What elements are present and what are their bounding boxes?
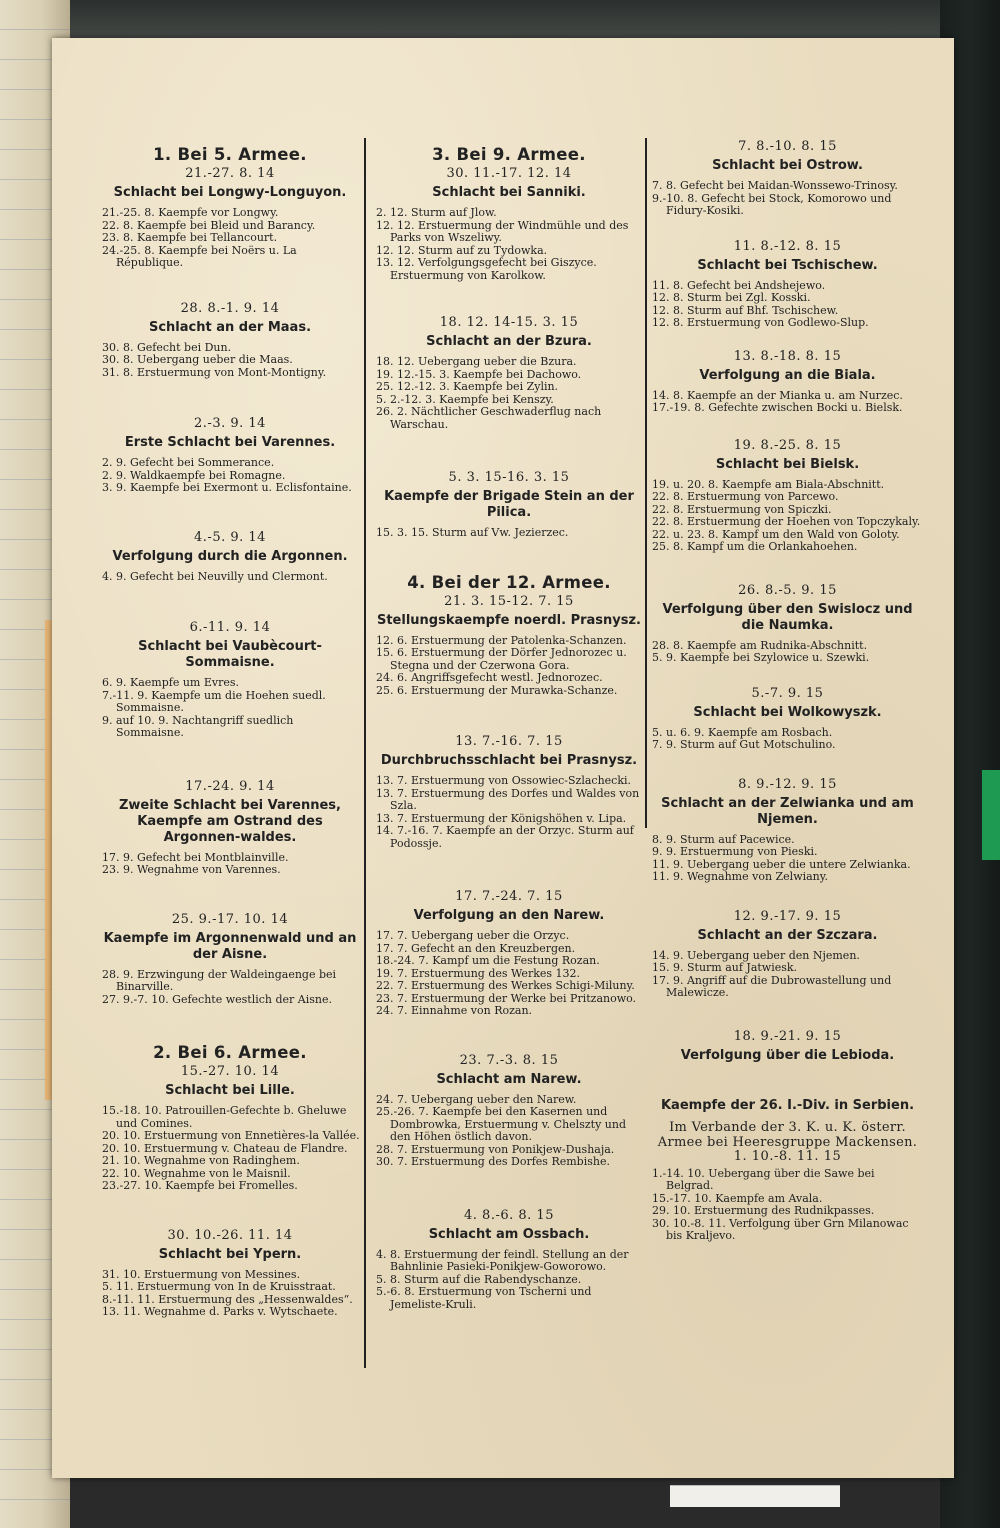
battle-title: Kaempfe im Argonnenwald und an der Aisne.	[103, 930, 357, 962]
entry-line: 5. 2.-12. 3. Kaempfe bei Kenszy.	[376, 392, 554, 406]
battle-block	[650, 1098, 925, 1243]
entry-line: 17. 7. Uebergang ueber die Orzyc.	[376, 929, 570, 942]
battle-block	[100, 145, 360, 270]
battle-block	[100, 780, 360, 877]
battle-block	[650, 439, 925, 554]
entry-line: 27. 9.-7. 10. Gefechte westlich der Aisne.	[102, 992, 333, 1006]
battle-title: Schlacht bei Lille.	[165, 1083, 295, 1098]
battle-date: 2.-3. 9. 14	[194, 416, 266, 431]
battle-title: Verfolgung über den Swislocz und die Naumka.	[662, 601, 913, 633]
battle-title: Schlacht bei Tschischew.	[697, 257, 878, 273]
entry-list	[100, 1269, 360, 1319]
entry-line: 2. 9. Gefecht bei Sommerance.	[102, 456, 275, 469]
battle-block	[374, 735, 644, 850]
column-divider-2	[645, 138, 647, 828]
army-heading: 3. Bei 9. Armee.	[432, 145, 586, 164]
entry-list	[650, 280, 925, 330]
entry-line: 29. 10. Erstuermung des Rudnikpasses.	[652, 1204, 875, 1217]
entry-list	[374, 356, 644, 431]
entry-line: 21.-25. 8. Kaempfe vor Longwy.	[102, 206, 279, 219]
battle-block	[650, 687, 925, 752]
battle-date: 25. 9.-17. 10. 14	[171, 911, 289, 927]
battle-date: 5. 3. 15-16. 3. 15	[448, 470, 570, 485]
battle-title: Schlacht an der Szczara.	[697, 927, 878, 943]
entry-list	[100, 1105, 360, 1193]
battle-title: Durchbruchsschlacht bei Prasnysz.	[380, 753, 638, 768]
battle-date: 12. 9.-17. 9. 15	[733, 908, 842, 924]
battle-date: 17. 7.-24. 7. 15	[455, 889, 563, 904]
battle-title: Schlacht am Ossbach.	[428, 1226, 590, 1242]
battle-date: 21.-27. 8. 14	[185, 166, 275, 181]
battle-title: Zweite Schlacht bei Varennes, Kaempfe am Ostrand des Argonnen-waldes.	[119, 797, 341, 845]
battle-block	[374, 316, 644, 431]
entry-line: 12. 8. Erstuermung von Godlewo-Slup.	[652, 316, 869, 329]
entry-line: 14. 7.-16. 7. Kaempfe an der Orzyc. Sturm auf Podossje.	[376, 824, 634, 850]
entry-line: 23. 7. Erstuermung der Werke bei Pritzanowo.	[376, 991, 637, 1005]
entry-line: 13. 12. Verfolgungsgefecht bei Giszyce. Erstuermung von Karolkow.	[376, 256, 597, 282]
battle-block	[100, 417, 360, 495]
entry-line: 21. 10. Wegnahme von Radinghem.	[102, 1154, 300, 1167]
army-heading: 4. Bei der 12. Armee.	[407, 572, 611, 592]
battle-date: 4.-5. 9. 14	[194, 529, 266, 545]
entry-line: 14. 8. Kaempfe an der Mianka u. am Nurzec.	[652, 388, 903, 402]
entry-list	[650, 390, 925, 415]
entry-list	[374, 207, 644, 282]
battle-title: Schlacht bei Vaubècourt-Sommaisne.	[138, 639, 322, 670]
entry-line: 15. 6. Erstuermung der Dörfer Jednorozec u. Stegna und der Czerwona Gora.	[376, 646, 627, 672]
entry-list	[100, 677, 360, 740]
entry-line: 4. 8. Erstuermung der feindl. Stellung an der Bahnlinie Pasieki-Ponikjew-Goworowo.	[376, 1247, 629, 1273]
entry-list	[650, 834, 925, 884]
entry-line: 18. 12. Uebergang ueber die Bzura.	[376, 355, 577, 368]
battle-date: 7. 8.-10. 8. 15	[738, 139, 837, 154]
battle-block	[374, 471, 644, 540]
entry-line: 19. 12.-15. 3. Kaempfe bei Dachowo.	[376, 367, 582, 381]
column-2	[374, 138, 644, 1341]
entry-line: 6. 9. Kaempfe um Evres.	[102, 676, 239, 689]
context-note: Im Verbande der 3. K. u. K. österr. Armee bei Heeresgruppe Mackensen.	[657, 1119, 918, 1150]
entry-line: 22. 10. Wegnahme von le Maisnil.	[102, 1166, 291, 1180]
battle-date: 21. 3. 15-12. 7. 15	[444, 593, 574, 609]
column-1	[100, 138, 360, 1349]
battle-block	[374, 1054, 644, 1169]
army-heading: 2. Bei 6. Armee.	[153, 1043, 307, 1062]
entry-line: 7. 8. Gefecht bei Maidan-Wonssewo-Trinosy.	[652, 179, 898, 192]
battle-title: Kaempfe der 26. I.-Div. in Serbien.	[660, 1097, 915, 1113]
entry-line: 12. 6. Erstuermung der Patolenka-Schanzen.	[376, 633, 627, 647]
battle-date: 5.-7. 9. 15	[751, 685, 824, 701]
entry-line: 20. 10. Erstuermung v. Chateau de Flandre.	[102, 1141, 348, 1155]
battle-block	[650, 350, 925, 415]
battle-block	[100, 1043, 360, 1193]
entry-line: 9. 9. Erstuermung von Pieski.	[652, 845, 818, 858]
battle-title: Schlacht bei Ostrow.	[712, 158, 863, 173]
entry-list	[100, 342, 360, 380]
entry-line: 23. 9. Wegnahme von Varennes.	[102, 863, 281, 876]
entry-line: 5. 9. Kaempfe bei Szylowice u. Szewki.	[652, 651, 870, 664]
entry-line: 25. 12.-12. 3. Kaempfe bei Zylin.	[376, 380, 559, 393]
entry-line: 28. 7. Erstuermung von Ponikjew-Dushaja.	[376, 1142, 615, 1156]
entry-list	[650, 727, 925, 752]
entry-list	[374, 930, 644, 1018]
entry-line: 1.-14. 10. Uebergang über die Sawe bei Belgrad.	[652, 1166, 875, 1192]
battle-block	[100, 621, 360, 740]
entry-list	[374, 1094, 644, 1169]
column-3	[650, 140, 925, 1273]
entry-list	[374, 527, 644, 540]
column-divider-1	[364, 138, 366, 1368]
battle-title: Kaempfe der Brigade Stein an der Pilica.	[384, 489, 634, 520]
entry-line: 2. 12. Sturm auf Jlow.	[376, 206, 497, 219]
entry-line: 28. 9. Erzwingung der Waldeingaenge bei Binarville.	[102, 967, 337, 993]
entry-list	[100, 571, 360, 584]
entry-line: 7. 9. Sturm auf Gut Motschulino.	[652, 738, 836, 751]
entry-line: 11. 9. Wegnahme von Zelwiany.	[652, 870, 829, 883]
battle-block	[650, 778, 925, 884]
entry-line: 15.-18. 10. Patrouillen-Gefechte b. Gheluwe und Comines.	[102, 1104, 347, 1130]
battle-date: 1. 10.-8. 11. 15	[733, 1148, 842, 1164]
battle-title: Schlacht bei Wolkowyszk.	[693, 704, 882, 720]
battle-block	[650, 140, 925, 218]
battle-date: 17.-24. 9. 14	[185, 778, 275, 794]
entry-line: 7.-11. 9. Kaempfe um die Hoehen suedl. Sommaisne.	[102, 688, 326, 714]
battle-title: Verfolgung über die Lebioda.	[680, 1047, 895, 1063]
entry-line: 13. 7. Erstuermung von Ossowiec-Szlachecki.	[376, 774, 631, 787]
battle-title: Schlacht bei Ypern.	[158, 1246, 302, 1262]
battle-block	[650, 910, 925, 1000]
entry-line: 24. 6. Angriffsgefecht westl. Jednorozec.	[376, 671, 603, 684]
entry-list	[100, 207, 360, 270]
entry-line: 25. 8. Kampf um die Orlankahoehen.	[652, 540, 858, 553]
entry-line: 24. 7. Uebergang ueber den Narew.	[376, 1092, 577, 1106]
entry-line: 8. 9. Sturm auf Pacewice.	[652, 832, 795, 846]
entry-line: 22. 8. Erstuermung von Parcewo.	[652, 490, 839, 503]
entry-line: 11. 8. Gefecht bei Andshejewo.	[652, 278, 826, 292]
battle-title: Verfolgung an den Narew.	[413, 908, 605, 923]
entry-line: 3. 9. Kaempfe bei Exermont u. Eclisfontaine.	[102, 481, 352, 494]
entry-line: 12. 8. Sturm auf Bhf. Tschischew.	[652, 303, 839, 317]
battle-block	[374, 145, 644, 282]
entry-line: 15.-17. 10. Kaempfe am Avala.	[652, 1191, 823, 1205]
entry-line: 25. 6. Erstuermung der Murawka-Schanze.	[376, 683, 618, 697]
entry-list	[374, 1249, 644, 1312]
battle-title: Schlacht bei Sanniki.	[432, 185, 586, 200]
battle-date: 30. 11.-17. 12. 14	[446, 166, 572, 181]
entry-line: 9. auf 10. 9. Nachtangriff suedlich Sommaisne.	[102, 713, 294, 739]
entry-line: 22. u. 23. 8. Kampf um den Wald von Goloty.	[652, 527, 900, 541]
battle-date: 13. 7.-16. 7. 15	[455, 734, 563, 749]
entry-list	[650, 1168, 925, 1243]
document-page	[52, 38, 954, 1478]
battle-block	[650, 584, 925, 665]
battle-title: Verfolgung durch die Argonnen.	[112, 548, 348, 564]
entry-line: 2. 9. Waldkaempfe bei Romagne.	[102, 468, 286, 482]
entry-line: 22. 8. Erstuermung der Hoehen von Topczykaly.	[652, 515, 921, 528]
entry-line: 12. 8. Sturm bei Zgl. Kosski.	[652, 291, 811, 304]
battle-date: 8. 9.-12. 9. 15	[738, 776, 837, 792]
battle-block	[650, 240, 925, 330]
entry-line: 19. u. 20. 8. Kaempfe am Biala-Abschnitt.	[652, 477, 885, 491]
battle-date: 26. 8.-5. 9. 15	[738, 582, 837, 598]
entry-line: 15. 3. 15. Sturm auf Vw. Jezierzec.	[376, 526, 569, 539]
entry-line: 5.-6. 8. Erstuermung von Tscherni und Jemeliste-Kruli.	[376, 1285, 592, 1311]
battle-block	[650, 1030, 925, 1064]
battle-title: Schlacht bei Bielsk.	[715, 456, 860, 472]
entry-list	[100, 852, 360, 877]
entry-line: 31. 10. Erstuermung von Messines.	[102, 1267, 301, 1281]
entry-line: 22. 8. Erstuermung von Spiczki.	[652, 502, 832, 516]
entry-line: 9.-10. 8. Gefecht bei Stock, Komorowo und Fidury-Kosiki.	[652, 191, 892, 217]
battle-title: Stellungskaempfe noerdl. Prasnysz.	[376, 612, 641, 628]
entry-line: 19. 7. Erstuermung des Werkes 132.	[376, 966, 581, 980]
battle-title: Verfolgung an die Biala.	[699, 367, 876, 383]
entry-line: 23. 8. Kaempfe bei Tellancourt.	[102, 231, 278, 244]
entry-line: 28. 8. Kaempfe am Rudnika-Abschnitt.	[652, 638, 868, 652]
entry-line: 30. 10.-8. 11. Verfolgung über Grn Milanowac bis Kraljevo.	[652, 1216, 909, 1242]
battle-title: Schlacht an der Zelwianka und am Njemen.	[661, 795, 914, 827]
battle-date: 23. 7.-3. 8. 15	[459, 1052, 559, 1068]
entry-line: 13. 7. Erstuermung der Königshöhen v. Lipa.	[376, 811, 627, 825]
entry-list	[650, 479, 925, 554]
entry-line: 30. 7. Erstuermung des Dorfes Rembishe.	[376, 1155, 610, 1168]
entry-line: 24. 7. Einnahme von Rozan.	[376, 1004, 533, 1017]
battle-date: 4. 8.-6. 8. 15	[464, 1207, 554, 1223]
entry-list	[100, 457, 360, 495]
battle-date: 18. 9.-21. 9. 15	[733, 1028, 842, 1044]
entry-line: 14. 9. Uebergang ueber den Njemen.	[652, 948, 860, 962]
battle-date: 11. 8.-12. 8. 15	[733, 238, 842, 254]
entry-list	[650, 950, 925, 1000]
entry-line: 23.-27. 10. Kaempfe bei Fromelles.	[102, 1179, 298, 1192]
battle-date: 18. 12. 14-15. 3. 15	[439, 315, 579, 330]
entry-line: 24.-25. 8. Kaempfe bei Noërs u. La République.	[102, 243, 297, 269]
entry-list	[650, 640, 925, 665]
battle-title: Erste Schlacht bei Varennes.	[124, 435, 336, 450]
battle-block	[374, 572, 644, 698]
entry-line: 12. 12. Erstuermung der Windmühle und des Parks von Wszeliwy.	[376, 218, 629, 244]
battle-title: Schlacht an der Maas.	[148, 319, 312, 335]
entry-line: 31. 8. Erstuermung von Mont-Montigny.	[102, 365, 327, 379]
battle-date: 15.-27. 10. 14	[180, 1064, 280, 1079]
entry-list	[100, 969, 360, 1007]
entry-line: 13. 11. Wegnahme d. Parks v. Wytschaete.	[102, 1305, 338, 1318]
entry-line: 11. 9. Uebergang ueber die untere Zelwianka.	[652, 857, 911, 871]
battle-block	[100, 531, 360, 584]
entry-line: 4. 9. Gefecht bei Neuvilly und Clermont.	[102, 569, 328, 583]
entry-line: 8.-11. 11. Erstuermung des „Hessenwaldes“.	[102, 1292, 353, 1306]
entry-line: 17.-19. 8. Gefechte zwischen Bocki u. Bielsk.	[652, 401, 903, 414]
battle-title: Schlacht bei Longwy-Longuyon.	[113, 185, 347, 200]
battle-block	[100, 1229, 360, 1319]
entry-line: 17. 7. Gefecht an den Kreuzbergen.	[376, 941, 576, 955]
entry-line: 5. u. 6. 9. Kaempfe am Rosbach.	[652, 725, 833, 739]
entry-line: 18.-24. 7. Kampf um die Festung Rozan.	[376, 954, 600, 967]
battle-block	[100, 302, 360, 380]
battle-date: 13. 8.-18. 8. 15	[733, 348, 842, 364]
entry-line: 15. 9. Sturm auf Jatwiesk.	[652, 961, 798, 974]
battle-title: Schlacht am Narew.	[436, 1071, 582, 1087]
library-barcode-label	[670, 1485, 840, 1507]
entry-line: 12. 12. Sturm auf zu Tydowka.	[376, 243, 548, 257]
entry-line: 20. 10. Erstuermung von Ennetières-la Vallée.	[102, 1129, 360, 1142]
entry-line: 22. 8. Kaempfe bei Bleid und Barancy.	[102, 218, 316, 232]
entry-line: 17. 9. Gefecht bei Montblainville.	[102, 850, 289, 864]
entry-line: 30. 8. Uebergang ueber die Maas.	[102, 353, 293, 366]
battle-block	[374, 1209, 644, 1312]
entry-line: 30. 8. Gefecht bei Dun.	[102, 340, 232, 354]
entry-line: 22. 7. Erstuermung des Werkes Schigi-Miluny.	[376, 979, 635, 992]
battle-date: 30. 10.-26. 11. 14	[167, 1227, 293, 1243]
entry-list	[650, 180, 925, 218]
entry-line: 17. 9. Angriff auf die Dubrowastellung und Malewicze.	[652, 973, 892, 999]
entry-line: 25.-26. 7. Kaempfe bei den Kasernen und Dombrowka, Erstuermung v. Chelszty und den Höhen östlich davon.	[376, 1105, 626, 1143]
entry-line: 13. 7. Erstuermung des Dorfes und Waldes von Szla.	[376, 786, 640, 812]
green-tab	[982, 770, 1000, 860]
battle-title: Schlacht an der Bzura.	[426, 334, 592, 349]
battle-date: 28. 8.-1. 9. 14	[180, 300, 280, 316]
battle-block	[100, 913, 360, 1007]
battle-date: 19. 8.-25. 8. 15	[733, 437, 842, 453]
army-heading: 1. Bei 5. Armee.	[153, 145, 307, 164]
entry-line: 5. 8. Sturm auf die Rabendyschanze.	[376, 1272, 582, 1286]
battle-block	[374, 890, 644, 1018]
entry-list	[374, 775, 644, 850]
battle-date: 6.-11. 9. 14	[189, 620, 271, 635]
entry-line: 26. 2. Nächtlicher Geschwaderflug nach Warschau.	[376, 405, 602, 431]
entry-list	[374, 635, 644, 698]
entry-line: 5. 11. Erstuermung von In de Kruisstraat.	[102, 1280, 336, 1293]
